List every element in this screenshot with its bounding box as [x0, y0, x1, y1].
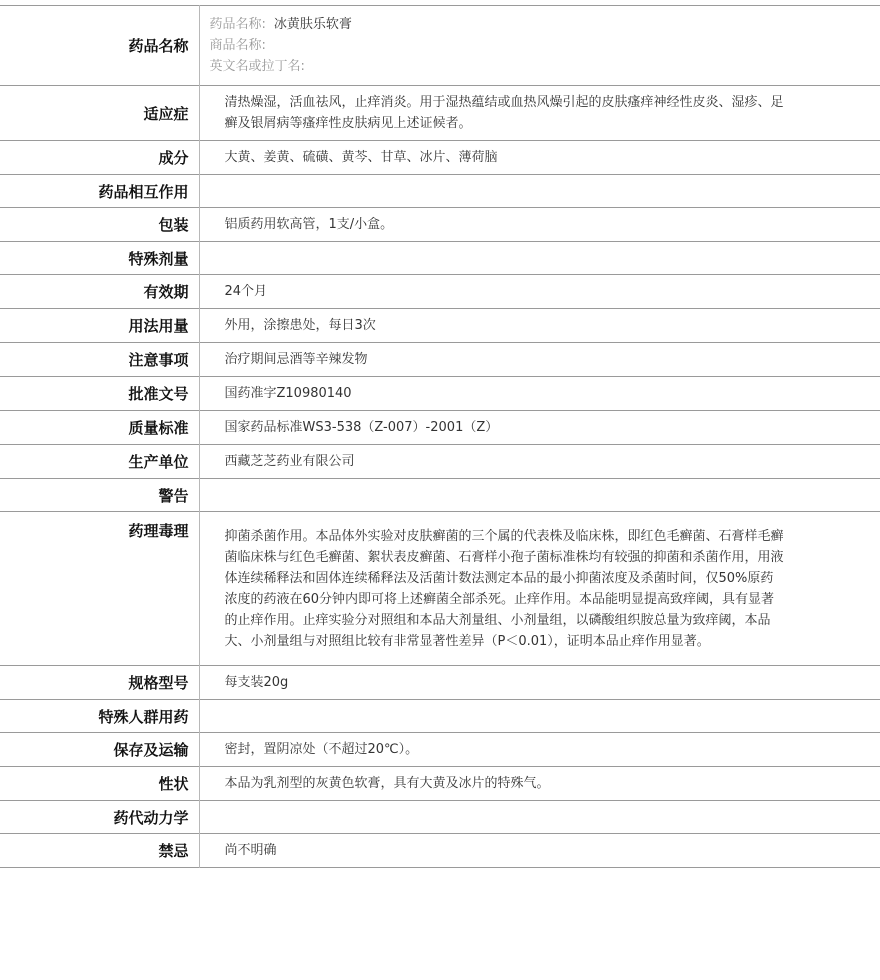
pharmacology-label: 药理毒理	[0, 512, 199, 666]
drug-name-value: 冰黄肤乐软膏	[273, 17, 352, 32]
drug-spec-table	[0, 5, 880, 868]
storage-value: 密封，置阴凉处（不超过20℃）。	[224, 742, 419, 757]
drug-name-label: 药品名称	[0, 6, 199, 86]
usage-label: 用法用量	[0, 309, 199, 343]
pharmacology-value: 抑菌杀菌作用。本品体外实验对皮肤癣菌的三个属的代表株及临床株，即红色毛癣菌、石膏样毛癣菌临床株与红色毛癣菌、絮状表皮癣菌、石膏样小孢子菌标准株均有较强的抑菌和杀菌作用，用液体连续稀释法和固体连续稀释法及活菌计数法测定本品的最小抑菌浓度及杀菌时间，仅50%原药浓度的药液在60分钟内即可将上述癣菌全部杀死。止痒作用。本品能明显提高致痒阈，具有显著的止痒作用。止痒实验分对照组和本品大剂量组、小剂量组，以磷酸组织胺总量为致痒阈，本品大、小剂量组与对照组比较有非常显著性差异（P＜0.01），证明本品止痒作用显著。	[224, 528, 784, 649]
standard-label: 质量标准	[0, 411, 199, 445]
drug-name-cell	[199, 6, 880, 86]
spec-value: 每支装20g	[224, 675, 289, 690]
spec-label: 规格型号	[0, 666, 199, 700]
interactions-label: 药品相互作用	[0, 175, 199, 208]
row-spec	[0, 666, 880, 700]
manufacturer-value: 西藏芝芝药业有限公司	[224, 454, 355, 469]
package-value: 铝质药用软高管，1支/小盒。	[224, 217, 394, 232]
appearance-label: 性状	[0, 767, 199, 801]
row-manufacturer	[0, 445, 880, 479]
pharmacokinetics-label: 药代动力学	[0, 801, 199, 834]
special-groups-value	[199, 700, 880, 733]
validity-value: 24个月	[224, 284, 268, 299]
row-warning	[0, 479, 880, 512]
drug-name-field-label: 药品名称:	[209, 17, 266, 32]
validity-label: 有效期	[0, 275, 199, 309]
indication-value: 清热燥湿，活血祛风，止痒消炎。用于湿热蕴结或血热风燥引起的皮肤瘙痒神经性皮炎、湿疹、足癣及银屑病等瘙痒性皮肤病见上述证候者。	[224, 95, 784, 131]
row-pharmacology	[0, 512, 880, 666]
contraindications-value: 尚不明确	[224, 843, 277, 858]
special-groups-label: 特殊人群用药	[0, 700, 199, 733]
appearance-value: 本品为乳剂型的灰黄色软膏，具有大黄及冰片的特殊气。	[224, 776, 550, 791]
trade-name-field-label: 商品名称:	[209, 38, 266, 53]
special-dose-value	[199, 242, 880, 275]
row-precautions	[0, 343, 880, 377]
row-indication	[0, 86, 880, 141]
row-pharmacokinetics	[0, 801, 880, 834]
row-special-groups	[0, 700, 880, 733]
row-usage	[0, 309, 880, 343]
precautions-value: 治疗期间忌酒等辛辣发物	[224, 352, 368, 367]
precautions-label: 注意事项	[0, 343, 199, 377]
package-label: 包装	[0, 208, 199, 242]
standard-value: 国家药品标准WS3-538（Z-007）-2001（Z）	[224, 420, 499, 435]
warning-label: 警告	[0, 479, 199, 512]
row-package	[0, 208, 880, 242]
usage-value: 外用，涂擦患处，每日3次	[224, 318, 376, 333]
row-drug-name	[0, 6, 880, 86]
row-interactions	[0, 175, 880, 208]
indication-label: 适应症	[0, 86, 199, 141]
row-ingredients	[0, 141, 880, 175]
pharmacokinetics-value	[199, 801, 880, 834]
ingredients-value: 大黄、姜黄、硫磺、黄芩、甘草、冰片、薄荷脑	[224, 150, 498, 165]
manufacturer-label: 生产单位	[0, 445, 199, 479]
approval-label: 批准文号	[0, 377, 199, 411]
row-validity	[0, 275, 880, 309]
special-dose-label: 特殊剂量	[0, 242, 199, 275]
row-approval	[0, 377, 880, 411]
storage-label: 保存及运输	[0, 733, 199, 767]
warning-value	[199, 479, 880, 512]
row-contraindications	[0, 834, 880, 868]
row-storage	[0, 733, 880, 767]
ingredients-label: 成分	[0, 141, 199, 175]
row-special-dose	[0, 242, 880, 275]
row-appearance	[0, 767, 880, 801]
contraindications-label: 禁忌	[0, 834, 199, 868]
english-name-field-label: 英文名或拉丁名:	[209, 59, 305, 74]
row-standard	[0, 411, 880, 445]
interactions-value	[199, 175, 880, 208]
approval-value: 国药准字Z10980140	[224, 386, 352, 401]
